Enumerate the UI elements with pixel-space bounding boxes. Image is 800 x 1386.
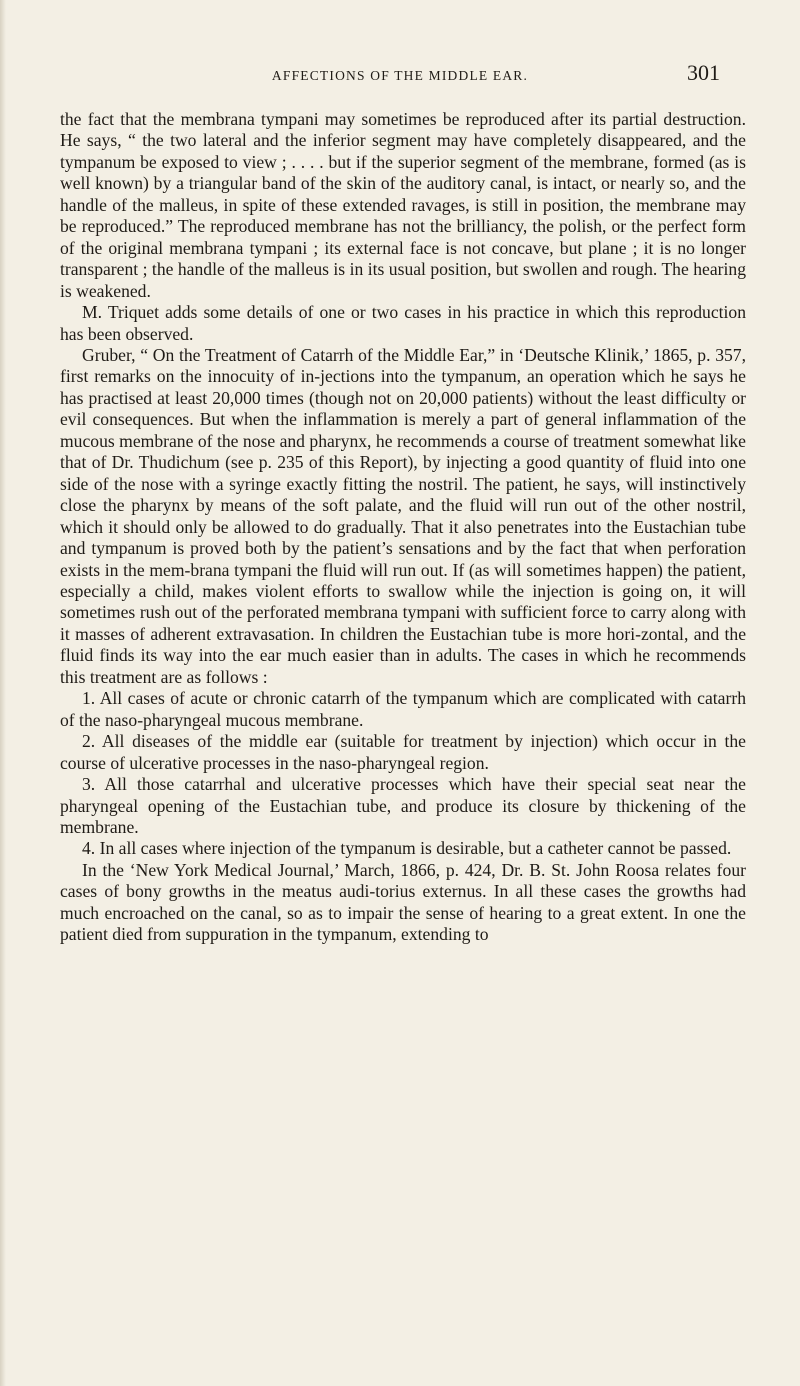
list-item: 3. All those catarrhal and ulcerative processes which have their special seat near the pharyngeal opening of the Eustachian tube, and produce its closure by thickening of the membrane.: [60, 774, 746, 837]
body-text: [60, 109, 746, 946]
list-item: 2. All diseases of the middle ear (suitable for treatment by injection) which occur in the course of ulcerative processes in the naso-pharyngeal region.: [60, 731, 746, 773]
list-item: 1. All cases of acute or chronic catarrh of the tympanum which are complicated with catarrh of the naso-pharyngeal mucous membrane.: [60, 688, 746, 730]
list-item: 4. In all cases where injection of the tympanum is desirable, but a catheter cannot be passed.: [82, 838, 732, 859]
paragraph: M. Triquet adds some details of one or two cases in his practice in which this reproduction has been observed.: [60, 302, 746, 344]
running-head: [0, 60, 800, 90]
page-edge-shadow: [0, 0, 6, 1386]
paragraph: the fact that the membrana tympani may sometimes be reproduced after its partial destruction. He says, “ the two lateral and the inferior segment may have completely disappeared, and the tympanum be exposed to view ; . . . . but if the superior segment of the membrane, formed (as is well known) by a triangular band of the skin of the auditory canal, is intact, or nearly so, and the handle of the malleus, in spite of these extended ravages, is still in position, the membrane may be reproduced.” The reproduced membrane has not the brilliancy, the polish, or the perfect form of the original membrana tympani ; its external face is not concave, but plane ; it is no longer transparent ; the handle of the malleus is in its usual position, but swollen and rough. The hearing is weakened.: [60, 109, 746, 301]
paragraph: Gruber, “ On the Treatment of Catarrh of the Middle Ear,” in ‘Deutsche Klinik,’ 1865, p. 357, first remarks on the innocuity of in-jections into the tympanum, an operation which he says he has practised at least 20,000 times (though not on 20,000 patients) without the least difficulty or evil consequences. But when the inflammation is merely a part of general inflammation of the mucous membrane of the nose and pharynx, he recommends a course of treatment somewhat like that of Dr. Thudichum (see p. 235 of this Report), by injecting a good quantity of fluid into one side of the nose with a syringe exactly fitting the nostril. The patient, he says, will instinctively close the pharynx by means of the soft palate, and the fluid will run out of the other nostril, which it should only be allowed to do gradually. That it also penetrates into the Eustachian tube and tympanum is proved both by the patient’s sensations and by the fact that when perforation exists in the mem-brana tympani the fluid will run out. If (as will sometimes happen) the patient, especially a child, makes violent efforts to swallow while the injection is going on, it will sometimes rush out of the perforated membrana tympani with sufficient force to carry along with it masses of adherent extravasation. In children the Eustachian tube is more hori-zontal, and the fluid finds its way into the ear much easier than in adults. The cases in which he recommends this treatment are as follows :: [60, 344, 746, 687]
running-title: AFFECTIONS OF THE MIDDLE EAR.: [271, 68, 529, 83]
paragraph: In the ‘New York Medical Journal,’ March, 1866, p. 424, Dr. B. St. John Roosa relates four cases of bony growths in the meatus audi-torius externus. In all these cases the growths had much encroached on the canal, so as to impair the sense of hearing to a great extent. In one the patient died from suppuration in the tympanum, extending to: [60, 859, 746, 945]
page-number: 301: [687, 60, 720, 85]
